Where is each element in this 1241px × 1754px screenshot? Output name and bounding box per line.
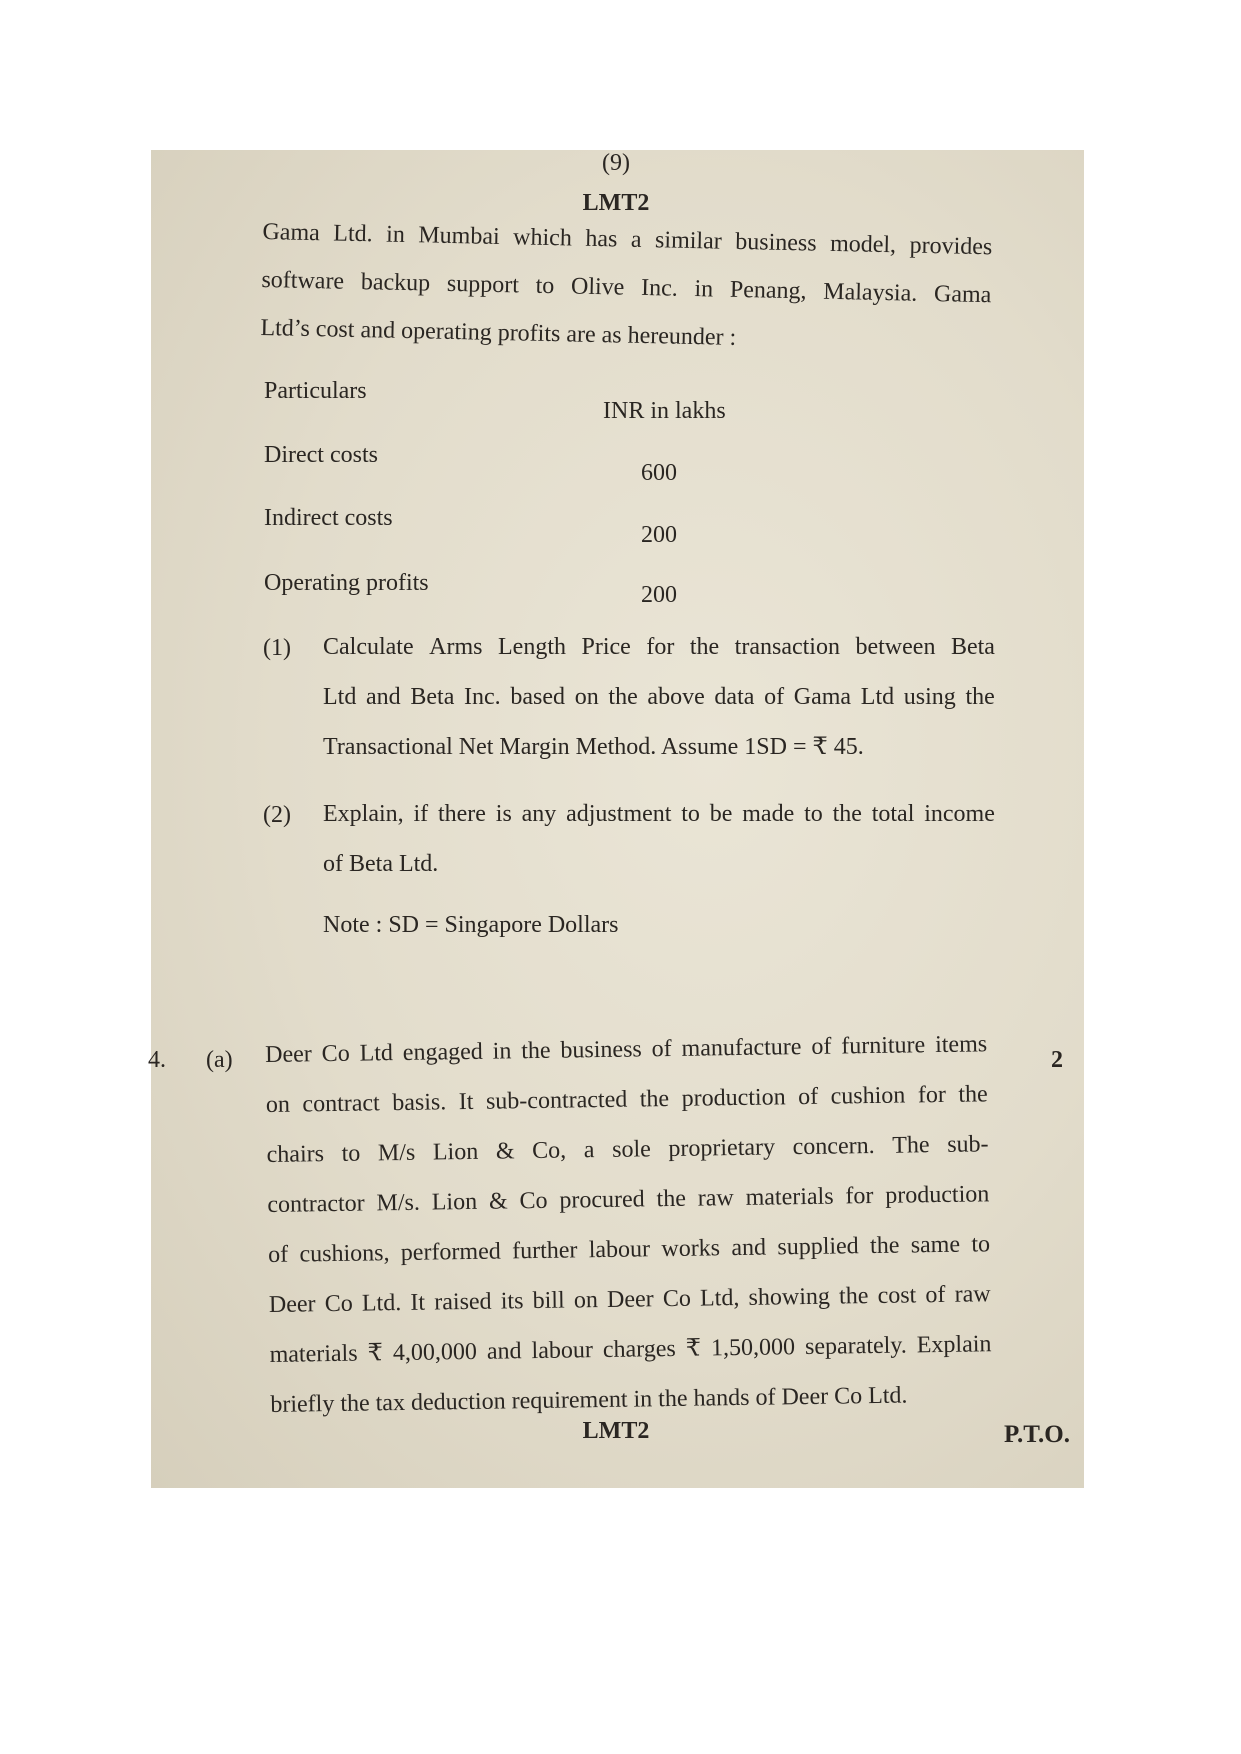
sub-question-label: (a) <box>206 1047 233 1073</box>
intro-line: Ltd’s cost and operating profits are as hereunder : <box>260 314 737 351</box>
word: Deer <box>606 1286 654 1313</box>
word: a <box>630 226 642 253</box>
question-line <box>323 685 995 735</box>
word: the <box>838 1283 869 1310</box>
word: the <box>958 1081 988 1108</box>
word: Lion <box>431 1188 478 1216</box>
word: charges <box>602 1335 676 1364</box>
word: which <box>512 224 573 252</box>
pto-label: P.T.O. <box>1004 1421 1070 1448</box>
table-row-value: 200 <box>641 522 677 548</box>
word: cushions, <box>299 1240 390 1268</box>
word: & <box>495 1138 515 1165</box>
word: Inc. <box>640 274 679 302</box>
word: bill <box>532 1287 565 1315</box>
word: of <box>651 1035 672 1063</box>
word: the <box>639 1086 670 1113</box>
question-line <box>266 1082 989 1143</box>
word: showing <box>748 1283 831 1311</box>
word: further <box>511 1237 578 1265</box>
word: for <box>917 1081 947 1109</box>
word: Ltd <box>359 1040 394 1067</box>
word: of <box>811 1033 832 1060</box>
word: and <box>366 684 401 710</box>
table-row-label: Direct costs <box>264 442 378 468</box>
marks-value: 2 <box>1051 1047 1063 1073</box>
word: above <box>647 684 705 710</box>
table-row-label: Indirect costs <box>264 505 393 531</box>
word: the <box>869 1232 900 1260</box>
word: production <box>681 1084 786 1112</box>
word: made <box>742 801 795 827</box>
question-line: of Beta Ltd. <box>323 851 439 877</box>
word: to <box>804 801 823 827</box>
word: contractor <box>267 1190 365 1218</box>
word: income <box>924 801 995 827</box>
word: the <box>656 1185 687 1213</box>
word: materials <box>745 1183 834 1211</box>
word: contract <box>302 1090 380 1118</box>
word: for <box>646 634 675 660</box>
word: Mumbai <box>418 222 500 250</box>
note-text: Note : SD = Singapore Dollars <box>323 912 619 938</box>
word: adjustment <box>566 801 672 827</box>
word: to <box>341 1140 361 1167</box>
word: in <box>694 276 714 303</box>
word: Deer <box>264 1041 313 1068</box>
word: cushion <box>830 1082 906 1110</box>
word: M/s. <box>376 1189 421 1217</box>
word: there <box>437 801 486 827</box>
word: 1,50,000 <box>710 1334 796 1362</box>
word: Ltd. <box>361 1290 402 1317</box>
word: transaction <box>734 634 840 660</box>
word: to <box>535 272 555 300</box>
word: & <box>488 1188 508 1215</box>
word: has <box>585 225 618 253</box>
word: supplied <box>777 1233 859 1261</box>
word: basis. <box>392 1089 447 1117</box>
question-text <box>323 635 995 785</box>
word: labour <box>588 1236 651 1264</box>
word: Inc. <box>464 684 501 710</box>
word: Ltd, <box>699 1284 740 1312</box>
word: Explain, <box>323 801 404 827</box>
word: sub-contracted <box>485 1086 628 1115</box>
word: business <box>560 1036 642 1064</box>
word: Lion <box>432 1138 479 1166</box>
paper-code-footer: LMT2 <box>582 1418 650 1444</box>
word: sub- <box>947 1131 989 1158</box>
word: the <box>521 1037 551 1065</box>
word: cost <box>877 1282 917 1309</box>
word: Explain <box>916 1331 992 1359</box>
word: Co <box>662 1285 692 1313</box>
word: Co <box>519 1187 548 1215</box>
word: using <box>903 684 956 710</box>
word: works <box>661 1235 721 1263</box>
word: Ltd <box>860 684 895 710</box>
word: Co <box>321 1040 350 1068</box>
word: the <box>689 634 720 660</box>
word: business <box>734 228 817 257</box>
word: in <box>385 221 406 248</box>
word: Gama <box>262 218 321 247</box>
word: a <box>583 1137 595 1164</box>
word: similar <box>654 227 722 255</box>
word: labour <box>531 1337 594 1365</box>
word: data <box>714 684 755 710</box>
paper-code-header: LMT2 <box>582 190 650 216</box>
word: to <box>971 1231 991 1258</box>
word: in <box>492 1038 512 1065</box>
question-number: 4. <box>148 1047 166 1073</box>
question-number: (2) <box>263 802 291 828</box>
word: total <box>871 801 915 827</box>
word: ₹ <box>685 1335 702 1362</box>
word: performed <box>400 1238 501 1267</box>
word: and <box>731 1234 767 1262</box>
word: model, <box>829 230 897 259</box>
word: 4,00,000 <box>392 1338 478 1367</box>
word: the <box>832 801 862 827</box>
question-line <box>323 802 995 852</box>
question-number: (1) <box>263 635 291 661</box>
word: on <box>573 1287 599 1314</box>
word: same <box>910 1231 961 1259</box>
word: backup <box>360 269 431 297</box>
word: Ltd. <box>333 220 373 248</box>
word: Deer <box>268 1291 316 1318</box>
word: Price <box>581 634 631 660</box>
word: is <box>495 801 512 827</box>
question-line: Transactional Net Margin Method. Assume 1SD = ₹ 45. <box>323 734 864 760</box>
word: software <box>261 266 345 295</box>
word: sole <box>611 1136 651 1163</box>
word: concern. <box>792 1132 875 1161</box>
word: raised <box>434 1288 492 1316</box>
word: Length <box>498 634 566 660</box>
word: M/s <box>377 1139 416 1167</box>
word: between <box>855 634 936 660</box>
word: Ltd <box>323 684 357 710</box>
word: be <box>709 801 733 827</box>
word: Co <box>324 1290 353 1318</box>
word: Arms <box>429 634 483 660</box>
table-row-value: 200 <box>641 582 677 608</box>
word: Gama <box>933 281 992 309</box>
exam-page <box>148 150 1084 1488</box>
word: materials <box>269 1340 358 1368</box>
word: the <box>608 684 638 710</box>
word: chairs <box>266 1141 325 1168</box>
word: for <box>845 1182 874 1210</box>
word: manufacture <box>681 1034 802 1062</box>
word: Penang, <box>729 276 807 305</box>
word: The <box>892 1132 930 1159</box>
table-header-unit: INR in lakhs <box>603 398 726 424</box>
word: support <box>446 270 520 299</box>
word: raw <box>697 1185 734 1212</box>
word: Co, <box>531 1137 567 1165</box>
question-line: briefly the tax deduction requirement in the hands of Deer Co Ltd. <box>270 1382 908 1418</box>
word: based <box>510 684 566 710</box>
word: Gama <box>793 684 852 710</box>
word: Beta <box>410 684 455 710</box>
page-number: (9) <box>602 150 630 176</box>
word: production <box>885 1181 990 1209</box>
word: provides <box>909 232 993 261</box>
word: raw <box>954 1281 991 1308</box>
table-row-value: 600 <box>641 460 677 486</box>
word: of <box>797 1083 819 1111</box>
intro-paragraph <box>260 208 993 367</box>
word: on <box>265 1091 291 1118</box>
word: furniture <box>841 1032 926 1060</box>
word: and <box>486 1338 522 1365</box>
question-text <box>265 1032 993 1443</box>
table-row-label: Operating profits <box>264 570 429 596</box>
word: proprietary <box>668 1134 776 1163</box>
table-header-particulars: Particulars <box>264 378 367 404</box>
word: on <box>574 684 599 710</box>
question-text <box>323 802 995 902</box>
word: Beta <box>950 634 995 660</box>
word: It <box>458 1088 474 1116</box>
word: the <box>965 684 995 710</box>
question-line <box>323 635 995 685</box>
word: separately. <box>804 1332 907 1361</box>
word: if <box>413 801 429 827</box>
word: It <box>410 1289 426 1316</box>
word: to <box>681 801 700 827</box>
word: of <box>925 1281 946 1309</box>
word: Calculate <box>323 634 414 660</box>
word: procured <box>559 1186 645 1214</box>
word: of <box>764 684 785 710</box>
word: of <box>267 1241 289 1268</box>
word: items <box>934 1031 988 1059</box>
word: ₹ <box>367 1340 384 1367</box>
word: Olive <box>570 273 625 301</box>
word: Malaysia. <box>823 278 918 307</box>
word: any <box>521 801 557 827</box>
word: its <box>500 1288 524 1315</box>
word: engaged <box>402 1038 483 1066</box>
